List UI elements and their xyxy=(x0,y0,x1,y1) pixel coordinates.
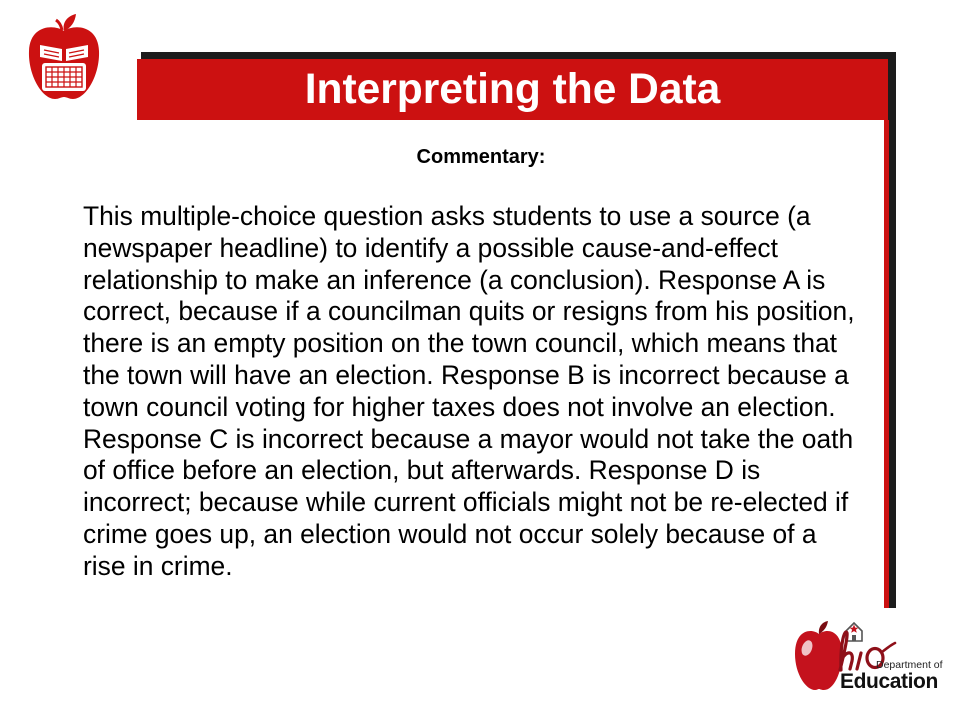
paragraph-line: rise in crime. xyxy=(83,550,233,581)
paragraph-line: incorrect; because while current officials might not be re-elected if xyxy=(83,487,849,518)
paragraph-line: relationship to make an inference (a conclusion). Response A is xyxy=(83,264,826,295)
paragraph-line: of office before an election, but afterwards. Response D is xyxy=(83,455,761,486)
paragraph-line: This multiple-choice question asks students to use a source (a xyxy=(83,201,811,231)
slide-title: Interpreting the Data xyxy=(304,66,721,113)
frame-shadow-right xyxy=(888,52,896,608)
logo-department-text: Department of xyxy=(876,659,943,671)
paragraph-line: Response C is incorrect because a mayor would not take the oath xyxy=(83,423,854,454)
title-banner xyxy=(137,59,888,120)
paragraph-line: town council voting for higher taxes does not involve an election. xyxy=(83,391,836,422)
paragraph-line: correct, because if a councilman quits or resigns from his position, xyxy=(83,296,855,327)
logo-education-text: Education xyxy=(840,670,938,693)
paragraph-line: the town will have an election. Response B is incorrect because a xyxy=(83,359,849,390)
ohio-department-of-education-logo xyxy=(790,612,943,698)
slide-subtitle: Commentary: xyxy=(416,146,546,168)
frame-rule-right xyxy=(884,120,889,608)
paragraph-line: crime goes up, an election would not occur solely because of a xyxy=(83,518,817,549)
commentary-paragraph xyxy=(83,201,883,583)
paragraph-line: newspaper headline) to identify a possible cause-and-effect xyxy=(83,232,778,263)
apple-book-computer-icon xyxy=(26,13,102,101)
paragraph-line: there is an empty position on the town council, which means that xyxy=(83,328,838,359)
